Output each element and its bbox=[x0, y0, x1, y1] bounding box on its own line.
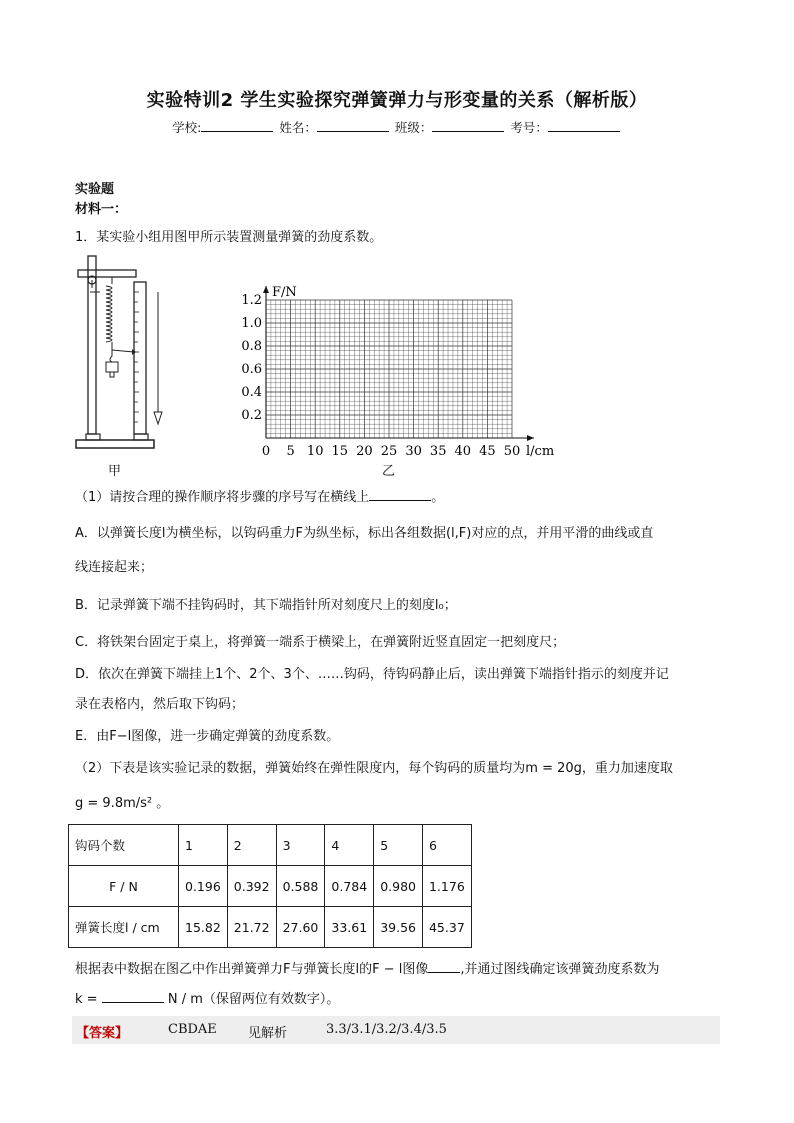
table-row bbox=[69, 866, 472, 907]
table-cell: 0.392 bbox=[227, 866, 276, 907]
table-row bbox=[69, 825, 472, 866]
table-cell: 5 bbox=[374, 825, 423, 866]
class-label: 班级： bbox=[394, 120, 433, 135]
x-axis-arrow bbox=[527, 435, 534, 441]
part-1-prompt: （1）请按合理的操作顺序将步骤的序号写在横线上 bbox=[75, 490, 370, 505]
step-c: C．将铁架台固定于桌上，将弹簧一端系于横梁上，在弹簧附近竖直固定一把刻度尺； bbox=[75, 635, 566, 650]
table-cell: 21.72 bbox=[227, 907, 276, 948]
table-cell: 0.980 bbox=[374, 866, 423, 907]
x-tick-label: 45 bbox=[479, 444, 496, 459]
page-title: 实验特训2 学生实验探究弹簧弹力与形变量的关系（解析版） bbox=[146, 90, 648, 111]
ruler-ticks bbox=[134, 292, 139, 422]
table-cell: 1 bbox=[179, 825, 228, 866]
exam-no-label: 考号： bbox=[510, 120, 548, 135]
x-tick-label: 20 bbox=[356, 444, 373, 459]
figure-jia-label: 甲 bbox=[108, 464, 122, 479]
hook-weight bbox=[106, 362, 118, 372]
table-cell: 15.82 bbox=[179, 907, 228, 948]
table-cell: 2 bbox=[227, 825, 276, 866]
answer-2: 见解析 bbox=[248, 1026, 288, 1041]
x-tick-label: 10 bbox=[306, 444, 324, 459]
table-cell: 6 bbox=[422, 825, 471, 866]
x-tick-label: 35 bbox=[429, 444, 447, 459]
step-e: E．由F−l图像，进一步确定弹簧的劲度系数。 bbox=[75, 729, 340, 744]
y-tick-label: 0.8 bbox=[241, 339, 262, 354]
table-cell: 弹簧长度l / cm bbox=[69, 907, 179, 948]
table-cell: 0.784 bbox=[325, 866, 374, 907]
y-tick-label: 0.6 bbox=[241, 362, 262, 377]
x-axis-label: l/cm bbox=[526, 444, 555, 459]
step-d-line1: D．依次在弹簧下端挂上1个、2个、3个、……钩码，待钩码静止后，读出弹簧下端指针指示的刻度并记 bbox=[75, 667, 669, 682]
part-3-line1 bbox=[75, 960, 725, 980]
part-1-answer-blank[interactable] bbox=[369, 488, 431, 501]
table-cell: 39.56 bbox=[374, 907, 423, 948]
x-tick-label: 5 bbox=[286, 444, 295, 459]
section-heading: 实验题 bbox=[75, 182, 115, 197]
table-cell: F / N bbox=[69, 866, 179, 907]
table-cell: 0.588 bbox=[276, 866, 325, 907]
table-cell: 0.196 bbox=[179, 866, 228, 907]
table-cell: 4 bbox=[325, 825, 374, 866]
grid-chart bbox=[234, 285, 555, 459]
table-cell: 1.176 bbox=[422, 866, 471, 907]
y-axis-arrow bbox=[263, 286, 269, 293]
table-cell: 45.37 bbox=[422, 907, 471, 948]
exam-no-blank[interactable] bbox=[548, 119, 620, 132]
pointer bbox=[112, 350, 134, 352]
x-tick-label: 40 bbox=[454, 444, 472, 459]
school-label: 学校: bbox=[172, 120, 202, 135]
table-row bbox=[69, 907, 472, 948]
apparatus-figure bbox=[72, 252, 162, 452]
x-tick-label: 0 bbox=[261, 444, 271, 459]
table-cell: 钩码个数 bbox=[69, 825, 179, 866]
part-3-text-a: 根据表中数据在图乙中作出弹簧弹力F与弹簧长度l的F − l图像 bbox=[75, 962, 429, 977]
table-cell: 3 bbox=[276, 825, 325, 866]
part-2-line2: g = 9.8m/s² 。 bbox=[75, 796, 170, 811]
class-blank[interactable] bbox=[432, 119, 504, 132]
y-tick-label: 0.4 bbox=[241, 385, 262, 400]
y-tick-label: 0.2 bbox=[241, 408, 262, 423]
step-a-line1: A．以弹簧长度l为横坐标，以钩码重力F为纵坐标，标出各组数据(l,F)对应的点，并用平滑的曲线或直 bbox=[75, 526, 654, 541]
x-tick-label: 50 bbox=[503, 444, 521, 459]
answer-1: CBDAE bbox=[168, 1022, 217, 1037]
table-cell: 33.61 bbox=[325, 907, 374, 948]
answer-bar bbox=[72, 1016, 720, 1044]
k-label: k = bbox=[75, 992, 98, 1007]
figure-yi-label: 乙 bbox=[382, 464, 396, 479]
question-1: 1．某实验小组用图甲所示装置测量弹簧的劲度系数。 bbox=[75, 230, 383, 245]
k-answer-blank[interactable] bbox=[102, 990, 164, 1003]
ruler bbox=[134, 282, 146, 434]
x-tick-label: 25 bbox=[380, 444, 398, 459]
name-blank[interactable] bbox=[317, 119, 389, 132]
part-3-text-b: ,并通过图线确定该弹簧劲度系数为 bbox=[460, 962, 660, 977]
step-b: B．记录弹簧下端不挂钩码时，其下端指针所对刻度尺上的刻度l₀； bbox=[75, 598, 457, 613]
stand-base bbox=[76, 440, 154, 448]
k-unit-text: N / m（保留两位有效数字）。 bbox=[167, 992, 340, 1007]
graph-blank[interactable] bbox=[428, 960, 460, 973]
table-cell: 27.60 bbox=[276, 907, 325, 948]
name-label: 姓名： bbox=[279, 120, 317, 135]
part-3-line2 bbox=[75, 990, 725, 1010]
part-1-text: （1）请按合理的操作顺序将步骤的序号写在横线上 。 bbox=[75, 490, 445, 505]
y-axis-label: F/N bbox=[272, 285, 297, 300]
step-a-line2: 线连接起来； bbox=[75, 560, 154, 575]
crossbeam bbox=[78, 270, 136, 277]
x-tick-label: 15 bbox=[331, 444, 349, 459]
chart-grid bbox=[266, 300, 512, 438]
y-tick-label: 1.0 bbox=[241, 316, 262, 331]
x-tick-label: 30 bbox=[405, 444, 422, 459]
material-heading: 材料一： bbox=[75, 202, 128, 217]
spring bbox=[106, 277, 112, 350]
school-blank[interactable] bbox=[201, 119, 273, 132]
data-table bbox=[68, 824, 472, 948]
part-2-line1: （2）下表是该实验记录的数据，弹簧始终在弹性限度内，每个钩码的质量均为m = 20g，重力加速度取 bbox=[75, 761, 673, 776]
y-tick-label: 1.2 bbox=[241, 293, 262, 308]
answer-label: 【答案】 bbox=[76, 1026, 129, 1041]
answer-3: 3.3/3.1/3.2/3.4/3.5 bbox=[326, 1022, 447, 1037]
student-info-line bbox=[0, 118, 794, 136]
step-d-line2: 录在表格内，然后取下钩码； bbox=[75, 697, 245, 712]
